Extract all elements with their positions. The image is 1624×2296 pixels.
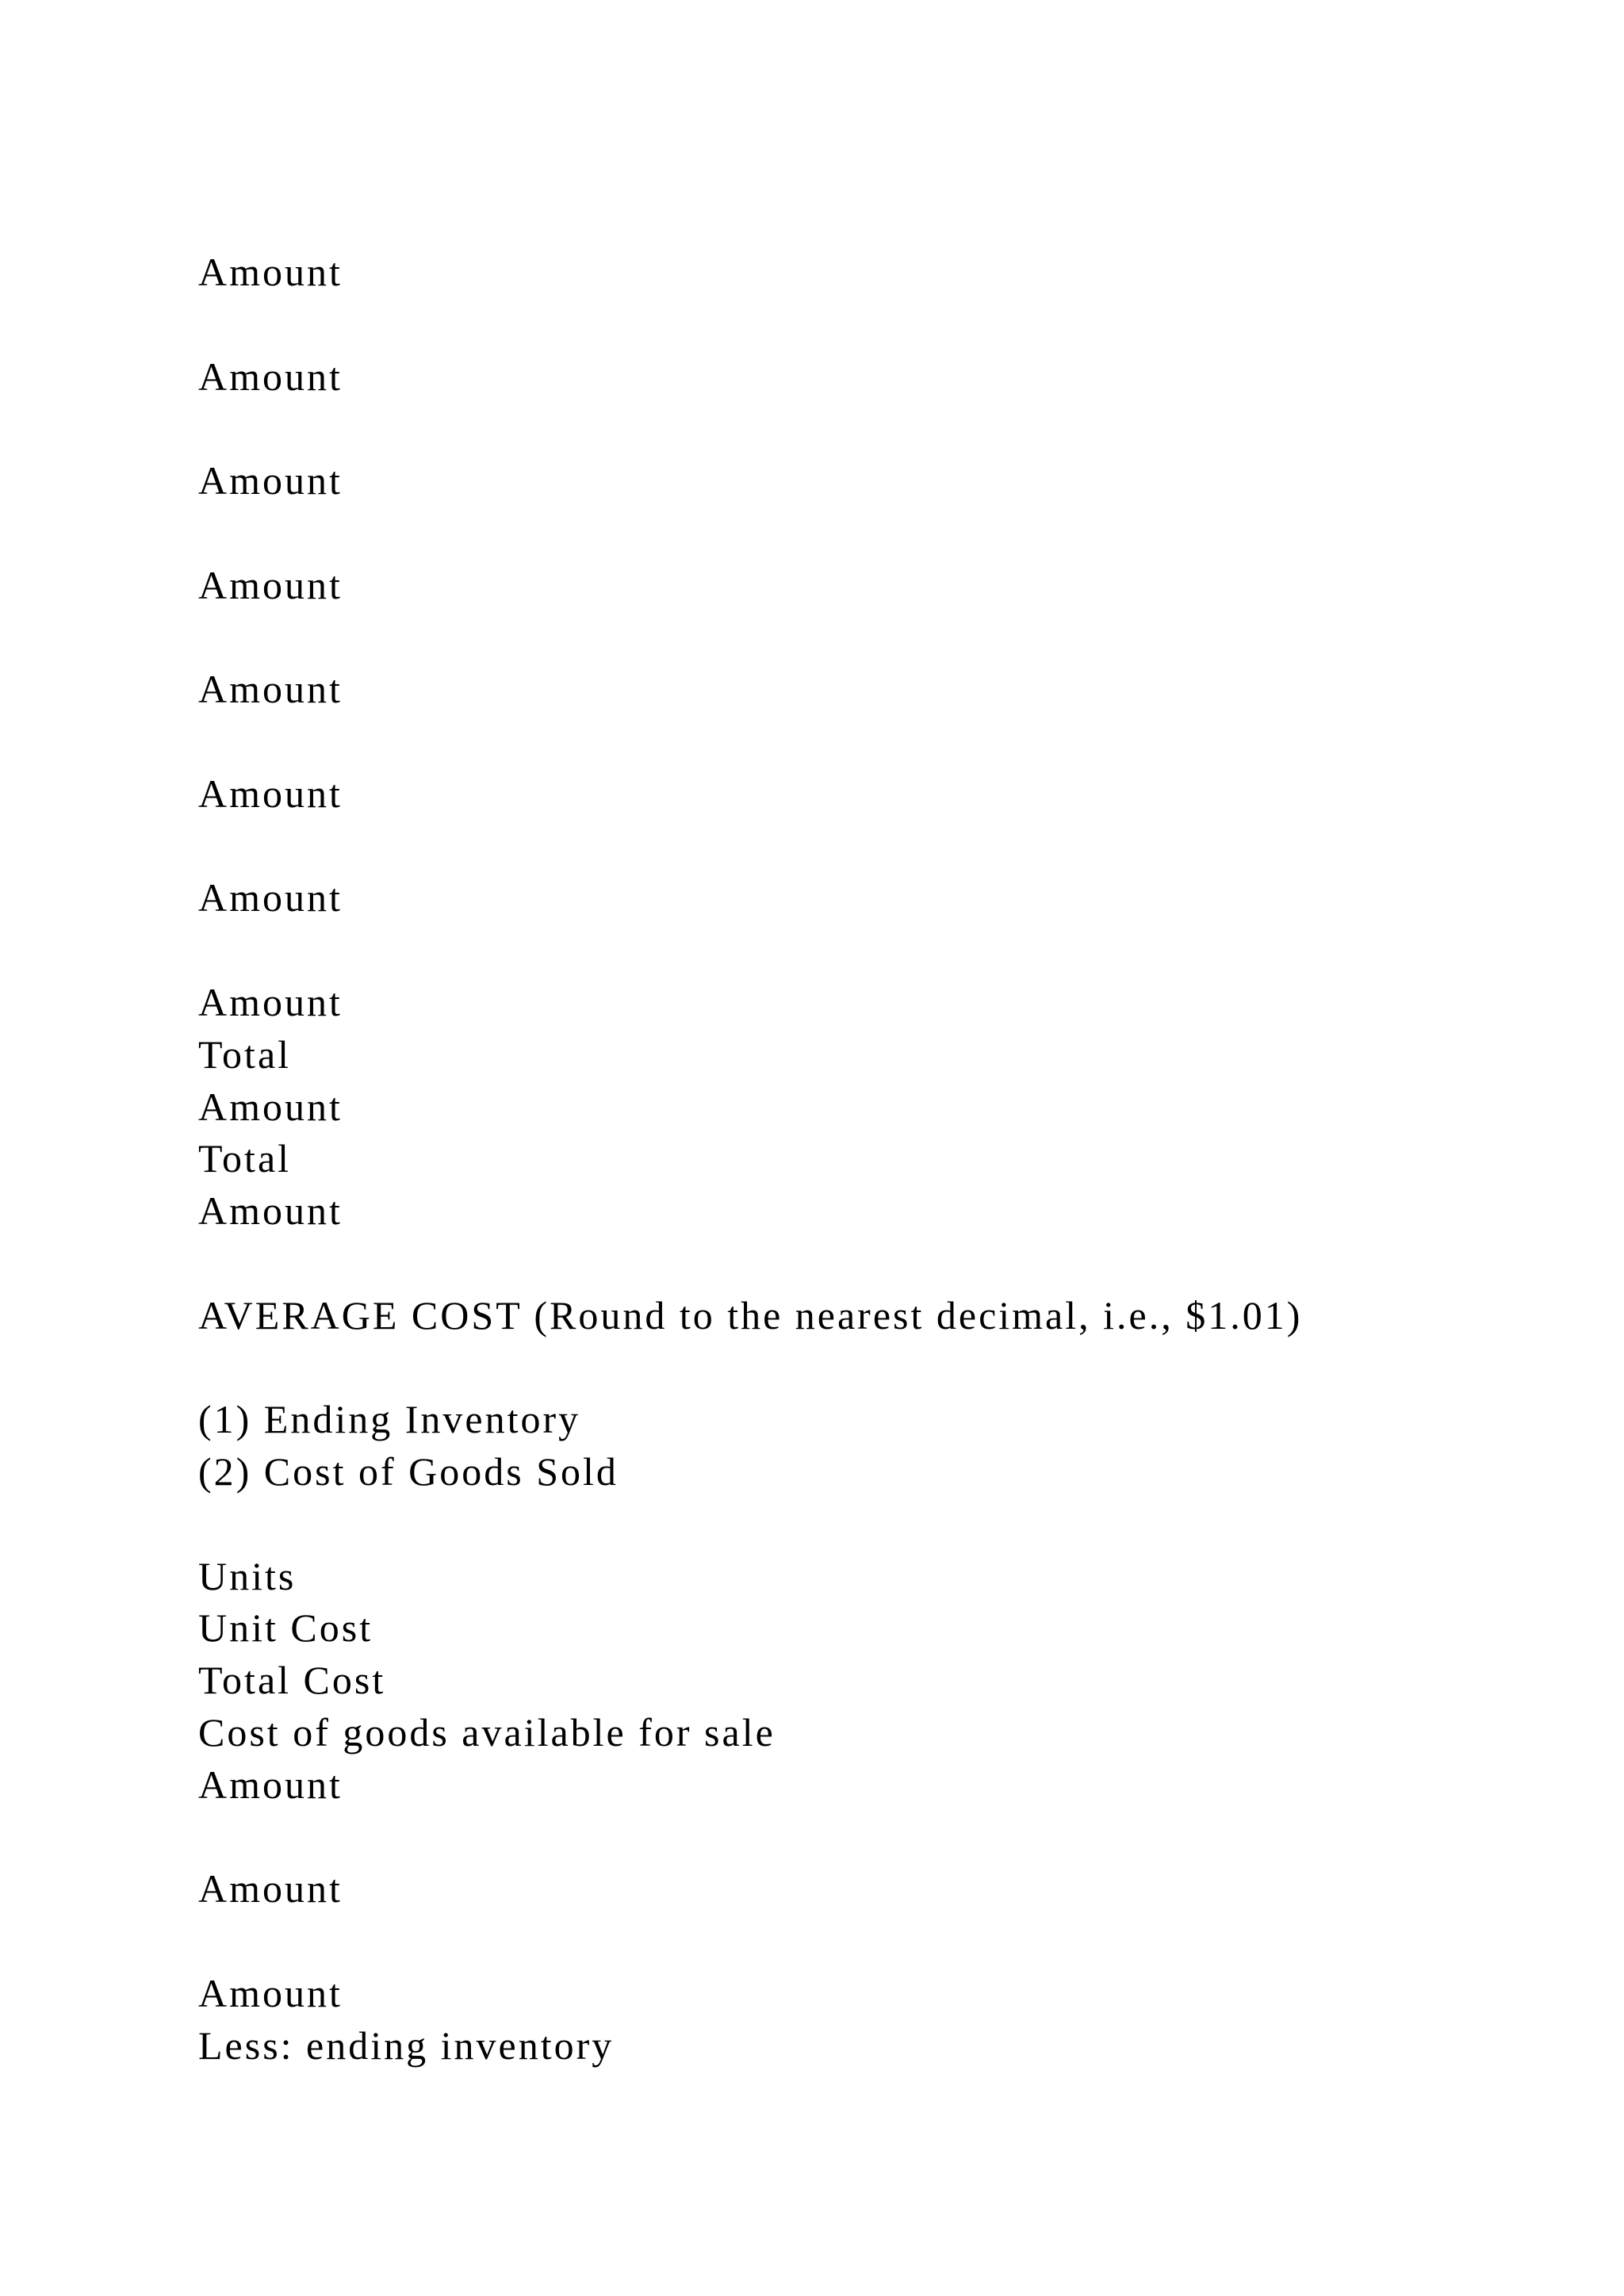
amount-label: Amount — [198, 1971, 343, 2015]
amount-label: Amount — [198, 1085, 343, 1129]
amount-label: Amount — [198, 667, 343, 711]
amount-label: Amount — [198, 250, 343, 294]
total-cost-label: Total Cost — [198, 1658, 386, 1702]
cost-of-goods-sold-label: (2) Cost of Goods Sold — [198, 1449, 619, 1494]
ending-inventory-label: (1) Ending Inventory — [198, 1397, 581, 1441]
unit-cost-label: Unit Cost — [198, 1605, 373, 1650]
amount-label: Amount — [198, 771, 343, 816]
less-ending-inventory-label: Less: ending inventory — [198, 2023, 615, 2068]
total-label: Total — [198, 1032, 292, 1077]
amount-label: Amount — [198, 458, 343, 503]
amount-label: Amount — [198, 354, 343, 399]
amount-label: Amount — [198, 563, 343, 607]
amount-label: Amount — [198, 1762, 343, 1807]
section-heading: AVERAGE COST (Round to the nearest decimal, i.e., $1.01) — [198, 1293, 1303, 1337]
total-label: Total — [198, 1136, 292, 1181]
units-label: Units — [198, 1554, 297, 1598]
amount-label: Amount — [198, 875, 343, 920]
amount-label: Amount — [198, 1866, 343, 1911]
goods-available-label: Cost of goods available for sale — [198, 1710, 776, 1755]
amount-label: Amount — [198, 980, 343, 1024]
amount-label: Amount — [198, 1188, 343, 1233]
